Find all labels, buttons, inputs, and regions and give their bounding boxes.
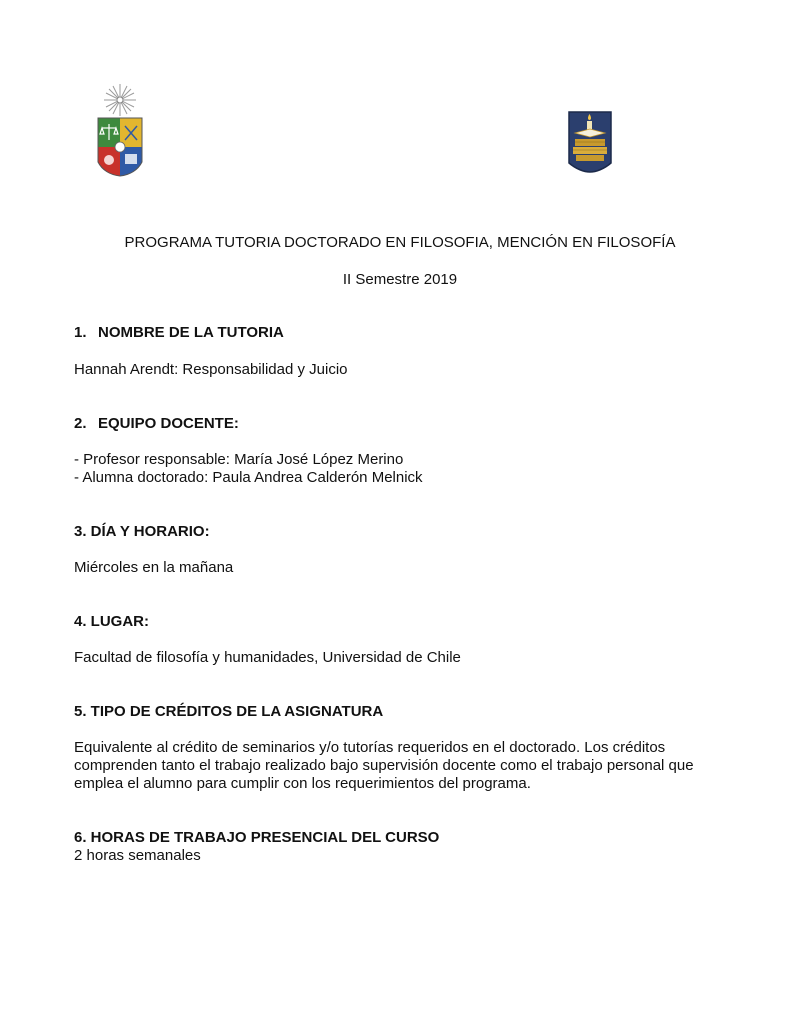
faculty-shield-icon [566, 109, 614, 173]
section-1-body: Hannah Arendt: Responsabilidad y Juicio [74, 361, 348, 378]
semester-label: II Semestre 2019 [342, 271, 458, 288]
section-2-heading [74, 415, 239, 433]
section-5-line-1: Equivalente al crédito de seminarios y/o tutorías requeridos en el doctorado. Los créditos [74, 739, 666, 756]
section-6-body: 2 horas semanales [74, 847, 201, 864]
section-5-line-2: comprenden tanto el trabajo realizado bajo supervisión docente como el trabajo personal que [74, 757, 694, 774]
section-1-title: NOMBRE DE LA TUTORIA [98, 324, 284, 341]
section-3-body: Miércoles en la mañana [74, 559, 234, 576]
section-2-line-1: - Profesor responsable: María José López Merino [74, 451, 404, 468]
section-6-heading: 6. HORAS DE TRABAJO PRESENCIAL DEL CURSO [74, 829, 440, 846]
section-4-heading: 4. LUGAR: [74, 613, 149, 630]
section-5-line-3: emplea el alumno para cumplir con los requerimientos del programa. [74, 775, 531, 792]
section-2-title: EQUIPO DOCENTE: [98, 415, 239, 432]
section-5-heading: 5. TIPO DE CRÉDITOS DE LA ASIGNATURA [74, 703, 384, 720]
section-4-body: Facultad de filosofía y humanidades, Universidad de Chile [74, 649, 461, 666]
section-1-heading [74, 324, 284, 342]
page-title: PROGRAMA TUTORIA DOCTORADO EN FILOSOFIA, MENCIÓN EN FILOSOFÍA [124, 234, 676, 251]
section-2-line-2: - Alumna doctorado: Paula Andrea Calderón Melnick [74, 469, 423, 486]
section-3-heading: 3. DÍA Y HORARIO: [74, 523, 210, 540]
university-coat-of-arms-icon [92, 82, 148, 178]
section-2-number: 2. [74, 415, 87, 432]
section-1-number: 1. [74, 324, 87, 341]
